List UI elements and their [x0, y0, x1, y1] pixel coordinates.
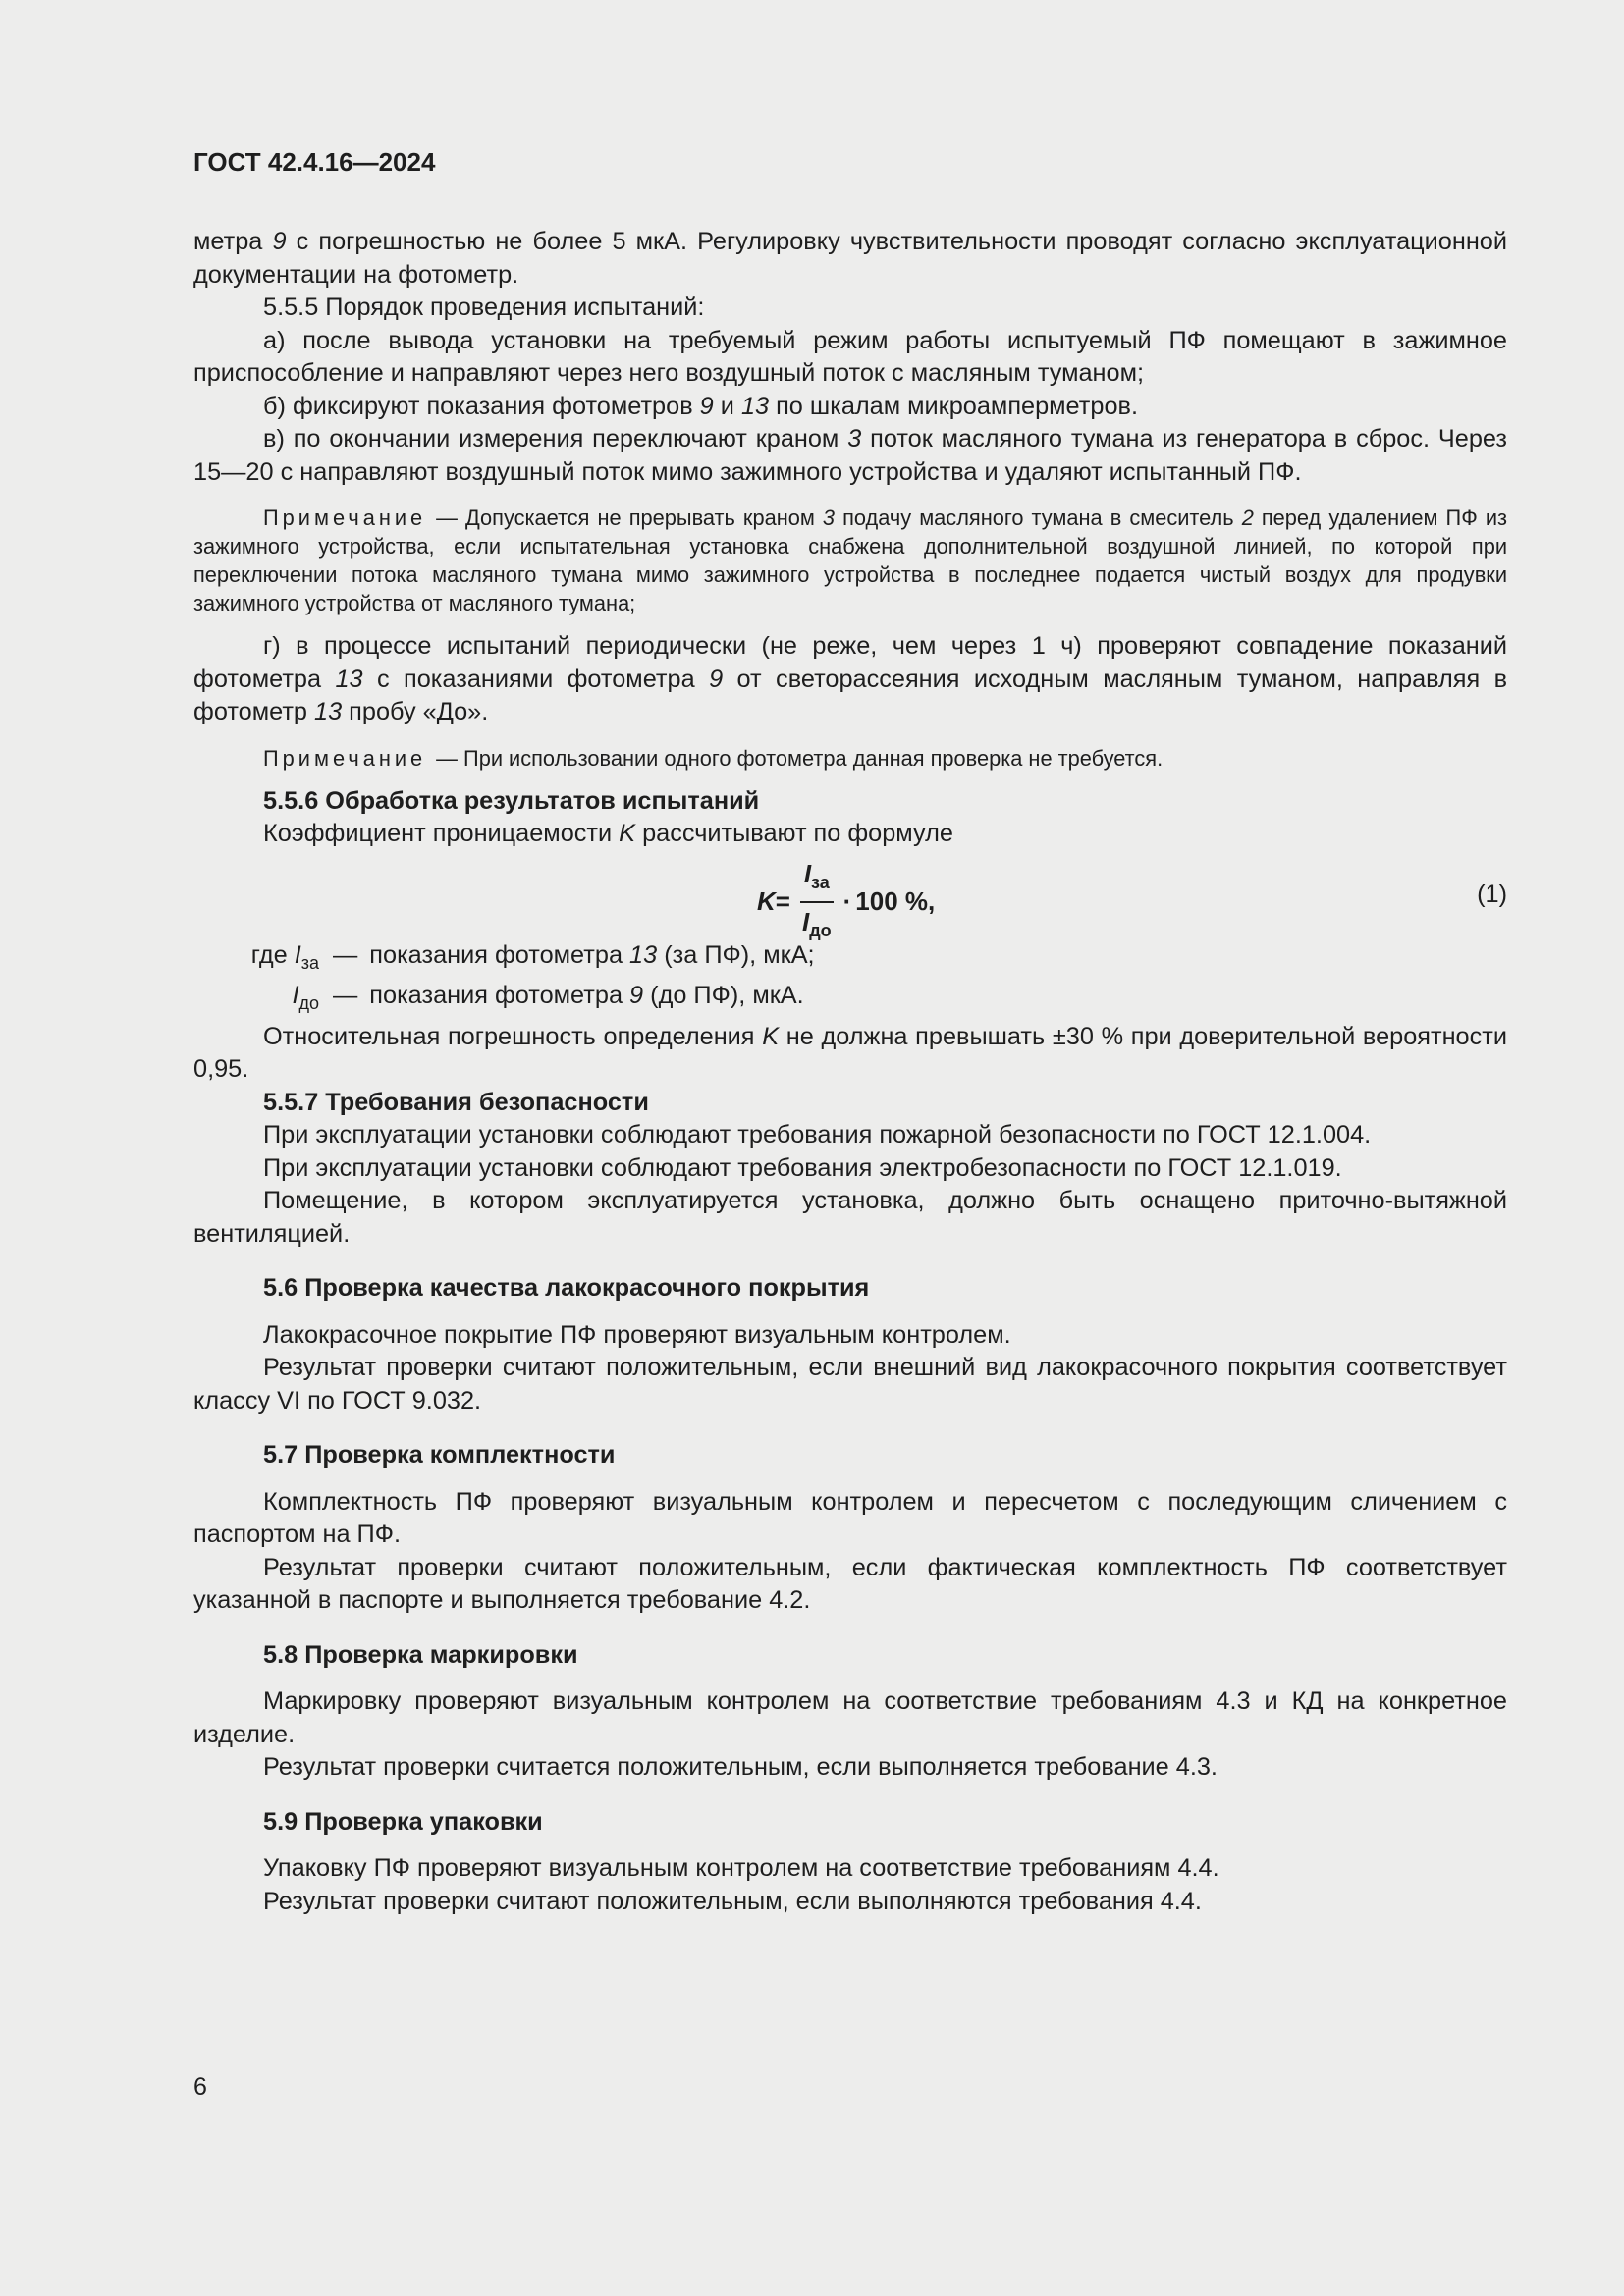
text-run: показания фотометра — [369, 940, 630, 969]
text-run: (за ПФ), мкА; — [657, 940, 815, 969]
list-item-b — [193, 391, 1507, 424]
text-run: с показаниями фотометра — [362, 665, 710, 693]
document-body — [193, 226, 1507, 1918]
ref-number: 9 — [699, 392, 714, 420]
subscript: за — [811, 872, 830, 892]
text-run: не должна превышать ±30 % при доверительной вероятности 0,95. — [193, 1022, 1507, 1084]
formula-multiply: · — [842, 885, 852, 916]
formula-lhs: K — [757, 885, 776, 916]
text-run: метра — [193, 228, 273, 255]
section-5-6-heading: 5.6 Проверка качества лакокрасочного покрытия — [263, 1274, 870, 1303]
text-run: и — [713, 392, 741, 420]
symbol: I — [294, 940, 301, 969]
text-run: в) по окончании измерения переключают краном — [263, 425, 848, 453]
symbol: I — [801, 906, 810, 936]
standard-designation: ГОСТ 42.4.16—2024 — [193, 147, 436, 177]
ref-number: 13 — [335, 665, 363, 693]
paragraph: Результат проверки считают положительным, если внешний вид лакокрасочного покрытия соответствует классу VI по ГОСТ 9.032. — [193, 1354, 1507, 1415]
dash: — — [333, 982, 358, 1010]
text-run: показания фотометра — [369, 982, 630, 1010]
where-symbol — [193, 980, 319, 1021]
formula — [757, 857, 935, 947]
ref-number: 13 — [314, 698, 343, 725]
paragraph: Лакокрасочное покрытие ПФ проверяют визуальным контролем. — [263, 1320, 1011, 1349]
where-text — [369, 939, 814, 981]
paragraph: Комплектность ПФ проверяют визуальным контролем и пересчетом с последующим сличением с паспортом на ПФ. — [193, 1487, 1507, 1549]
subscript: за — [300, 952, 319, 973]
equation-number: (1) — [1477, 880, 1507, 908]
clause-5-5-6-heading: 5.5.6 Обработка результатов испытаний — [263, 786, 760, 815]
paragraph: Результат проверки считают положительным, если выполняются требования 4.4. — [263, 1887, 1202, 1915]
list-item-a: а) после вывода установки на требуемый режим работы испытуемый ПФ помещают в зажимное приспособление и направляют через него воздушный поток с масляным туманом; — [193, 326, 1507, 387]
paragraph: При эксплуатации установки соблюдают требования пожарной безопасности по ГОСТ 12.1.004. — [263, 1121, 1372, 1149]
fraction-numerator — [800, 857, 834, 903]
where-symbol — [193, 939, 319, 981]
list-item-v — [193, 423, 1507, 489]
formula-block — [193, 853, 1507, 939]
note-1 — [193, 504, 1507, 617]
where-prefix: где — [250, 940, 295, 969]
text-run: Относительная погрешность определения — [263, 1022, 763, 1050]
subscript: до — [809, 920, 832, 940]
formula-rest: 100 %, — [855, 885, 936, 916]
list-item-g — [193, 630, 1507, 729]
clause-5-5-5-title: 5.5.5 Порядок проведения испытаний: — [263, 294, 705, 321]
clause-5-5-7-heading: 5.5.7 Требования безопасности — [263, 1088, 649, 1116]
formula-fraction — [798, 857, 836, 947]
text-run: — Допускается не прерывать краном — [436, 506, 823, 530]
paragraph: Результат проверки считают положительным, если фактическая комплектность ПФ соответствует указанной в паспорте и выполняется требование 4.2. — [193, 1553, 1507, 1615]
dash: — — [333, 940, 358, 969]
ref-number: 13 — [740, 392, 770, 420]
text-run: подачу масляного тумана в смеситель — [835, 506, 1242, 530]
paragraph-continuation — [193, 226, 1507, 292]
ref-number: 13 — [629, 940, 658, 969]
note-label: Примечание — [263, 506, 427, 530]
ref-number: 3 — [847, 425, 862, 453]
text-run: поток масляного тумана из генератора в сброс. Через 15—20 с направляют воздушный поток мимо зажимного устройства и удаляют испытанный ПФ. — [193, 425, 1508, 486]
note-2 — [193, 744, 1507, 773]
text-run: Коэффициент проницаемости — [263, 820, 620, 847]
text-run: рассчитывают по формуле — [635, 820, 953, 847]
ref-number: 9 — [709, 665, 724, 693]
relative-error-paragraph — [193, 1021, 1507, 1087]
symbol-k: K — [619, 820, 636, 847]
ref-number: 2 — [1241, 506, 1254, 530]
text-run: по шкалам микроамперметров. — [769, 392, 1138, 420]
text-run: с погрешностью не более 5 мкА. Регулировку чувствительности проводят согласно эксплуатационной документации на фотометр. — [193, 228, 1507, 289]
symbol: I — [803, 858, 812, 888]
paragraph: Маркировку проверяют визуальным контролем на соответствие требованиям 4.3 и КД на конкретное изделие. — [193, 1687, 1507, 1748]
text-run: (до ПФ), мкА. — [643, 982, 804, 1010]
paragraph: Помещение, в котором эксплуатируется установка, должно быть оснащено приточно-вытяжной вентиляцией. — [193, 1187, 1507, 1248]
text-run: пробу «До». — [342, 698, 489, 725]
where-line-2 — [193, 980, 1507, 1021]
formula-intro — [193, 818, 1507, 851]
text-run: б) фиксируют показания фотометров — [263, 392, 700, 420]
section-5-9-heading: 5.9 Проверка упаковки — [263, 1807, 543, 1836]
text-run: г) в процессе испытаний периодически (не реже, чем через 1 ч) проверяют совпадение показаний фотометра — [193, 632, 1507, 693]
symbol-k: K — [762, 1022, 780, 1050]
page-number: 6 — [193, 2073, 207, 2101]
subscript: до — [298, 993, 319, 1014]
text-run: — При использовании одного фотометра данная проверка не требуется. — [436, 745, 1164, 771]
ref-number: 3 — [822, 506, 836, 530]
paragraph: При эксплуатации установки соблюдают требования электробезопасности по ГОСТ 12.1.019. — [263, 1153, 1342, 1182]
ref-number: 9 — [629, 982, 644, 1010]
text-run: от светорассеяния исходным масляным туманом, направляя в фотометр — [193, 665, 1508, 725]
text-run: перед удалением ПФ из зажимного устройства, если испытательная установка снабжена дополнительной воздушной линией, по которой при переключении потока масляного тумана мимо зажимного устройства в последнее подается чистый воздух для продувки зажимного устройства от масляного тумана; — [193, 506, 1507, 615]
section-5-8-heading: 5.8 Проверка маркировки — [263, 1640, 578, 1669]
ref-number: 9 — [272, 228, 287, 255]
formula-equals: = — [775, 885, 790, 916]
symbol: I — [292, 982, 299, 1010]
section-5-7-heading: 5.7 Проверка комплектности — [263, 1441, 616, 1469]
paragraph: Результат проверки считается положительным, если выполняется требование 4.3. — [263, 1753, 1218, 1782]
fraction-denominator — [798, 903, 836, 947]
paragraph: Упаковку ПФ проверяют визуальным контролем на соответствие требованиям 4.4. — [263, 1854, 1219, 1883]
note-label: Примечание — [263, 745, 427, 771]
where-text — [369, 980, 803, 1021]
